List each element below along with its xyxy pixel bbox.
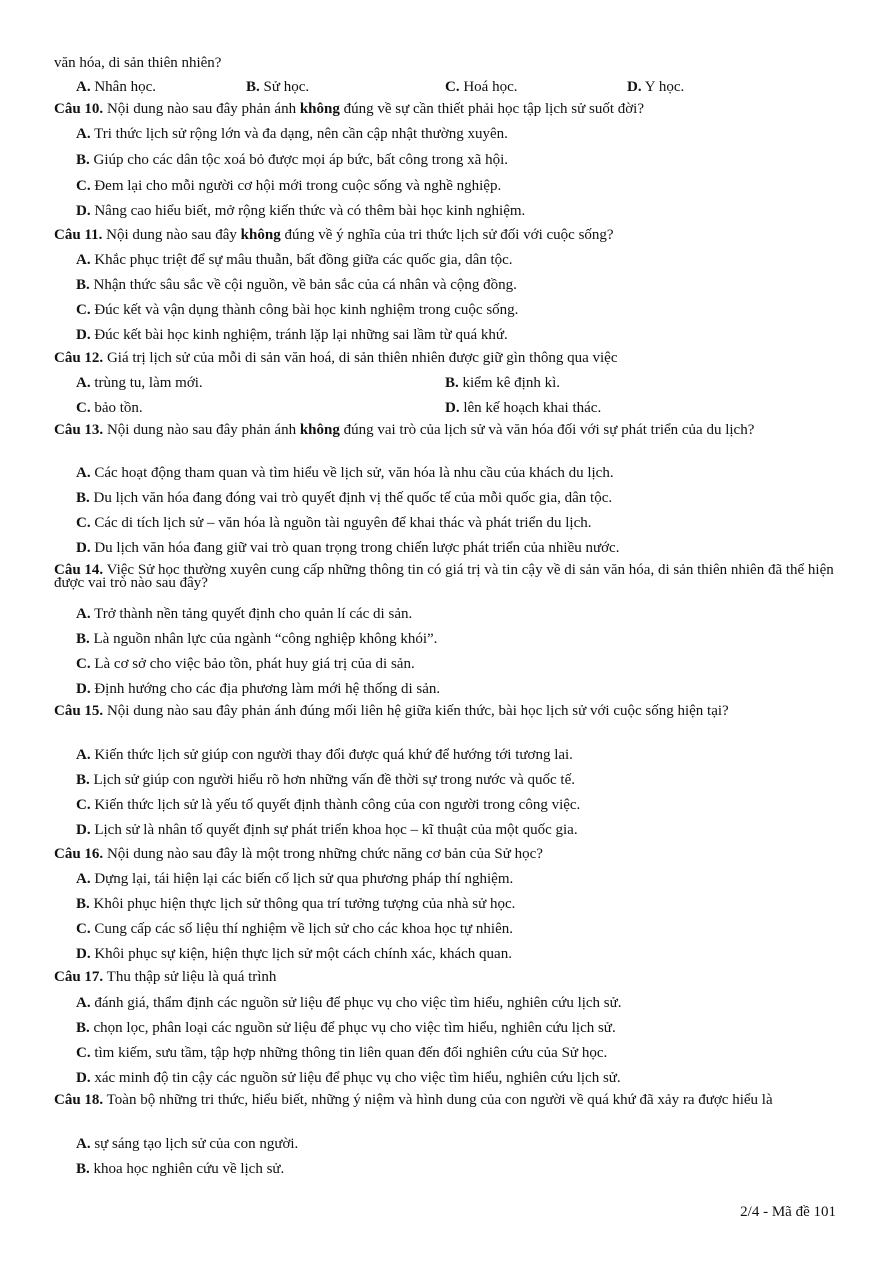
intro-option-d: [627, 79, 684, 96]
question-emphasis: không: [240, 227, 281, 243]
q12-option-b: [445, 375, 560, 392]
option-text: Đúc kết và vận dụng thành công bài học kinh nghiệm trong cuộc sống.: [90, 302, 519, 318]
option-text: Là nguồn nhân lực của ngành “công nghiệp không khói”.: [89, 631, 438, 647]
intro-text: văn hóa, di sản thiên nhiên?: [54, 55, 222, 71]
q16-option-c: [76, 921, 839, 938]
option-text: Dựng lại, tái hiện lại các biến cố lịch sử qua phương pháp thí nghiệm.: [90, 871, 514, 887]
q10-option-c: [76, 178, 839, 195]
intro-option-a: [76, 79, 156, 96]
option-label: A.: [76, 871, 91, 887]
q15-option-a: [76, 747, 839, 764]
question-10: [54, 101, 839, 118]
q16-option-b: [76, 896, 839, 913]
option-text: Kiến thức lịch sử giúp con người thay đổi được quá khứ để hướng tới tương lai.: [90, 747, 573, 763]
option-label: B.: [76, 1161, 90, 1177]
question-label: Câu 10.: [54, 101, 104, 117]
option-text: Tri thức lịch sử rộng lớn và đa dạng, nên cần cập nhật thường xuyên.: [90, 126, 508, 142]
question-emphasis: không: [299, 101, 340, 117]
q12-option-a: [76, 375, 203, 392]
option-text: Hoá học.: [459, 79, 518, 95]
option-text: Du lịch văn hóa đang đóng vai trò quyết định vị thế quốc tế của mỗi quốc gia, dân tộc.: [89, 490, 613, 506]
option-label: A.: [76, 252, 91, 268]
question-text: Việc Sử học thường xuyên cung cấp những thông tin có giá trị và tin cậy về di sản văn hóa, di sản thiên nhiên đã thể hiện được vai trò nào sau đây?: [54, 562, 834, 591]
option-text: Định hướng cho các địa phương làm mới hệ thống di sản.: [90, 681, 441, 697]
question-text: đúng vai trò của lịch sử và văn hóa đối với sự phát triển của du lịch?: [339, 422, 755, 438]
question-text: đúng về ý nghĩa của tri thức lịch sử đối với cuộc sống?: [280, 227, 614, 243]
question-emphasis: không: [299, 422, 340, 438]
option-text: Lịch sử là nhân tố quyết định sự phát triển khoa học – kĩ thuật của một quốc gia.: [90, 822, 578, 838]
q17-option-a: [76, 995, 839, 1012]
option-text: Trở thành nền tảng quyết định cho quản lí các di sản.: [90, 606, 413, 622]
q17-option-c: [76, 1045, 839, 1062]
q13-option-c: [76, 515, 839, 532]
option-text: Đúc kết bài học kinh nghiệm, tránh lặp lại những sai lầm từ quá khứ.: [90, 327, 508, 343]
question-text: Nội dung nào sau đây phản ánh đúng mối liên hệ giữa kiến thức, bài học lịch sử với cuộc sống hiện tại?: [103, 703, 729, 719]
option-text: chọn lọc, phân loại các nguồn sử liệu để phục vụ cho việc tìm hiểu, nghiên cứu lịch sử.: [89, 1020, 616, 1036]
q16-option-d: [76, 946, 839, 963]
question-12: [54, 350, 839, 367]
q10-option-a: [76, 126, 839, 143]
option-label: B.: [76, 896, 90, 912]
q14-option-b: [76, 631, 839, 648]
option-text: Du lịch văn hóa đang giữ vai trò quan trọng trong chiến lược phát triển của nhiều nước.: [90, 540, 620, 556]
option-label: A.: [76, 375, 91, 391]
question-13: [54, 424, 841, 437]
intro-option-c: [445, 79, 518, 96]
question-text: đúng về sự cần thiết phải học tập lịch sử suốt đời?: [339, 101, 644, 117]
option-label: C.: [76, 178, 91, 194]
option-label: B.: [76, 772, 90, 788]
question-text: Toàn bộ những tri thức, hiểu biết, những ý niệm và hình dung của con người về quá khứ đã xảy ra được hiểu là: [103, 1092, 773, 1108]
option-text: sự sáng tạo lịch sử của con người.: [90, 1136, 299, 1152]
option-label: A.: [76, 606, 91, 622]
option-text: Khôi phục hiện thực lịch sử thông qua trí tưởng tượng của nhà sử học.: [89, 896, 516, 912]
option-label: B.: [76, 631, 90, 647]
q13-option-d: [76, 540, 839, 557]
q16-option-a: [76, 871, 839, 888]
question-label: Câu 12.: [54, 350, 104, 366]
option-label: C.: [76, 1045, 91, 1061]
option-label: A.: [76, 995, 91, 1011]
option-label: B.: [445, 375, 459, 391]
option-text: Cung cấp các số liệu thí nghiệm về lịch sử cho các khoa học tự nhiên.: [90, 921, 513, 937]
q10-option-b: [76, 152, 839, 169]
option-label: D.: [76, 327, 91, 343]
question-label: Câu 13.: [54, 422, 104, 438]
option-label: D.: [76, 203, 91, 219]
option-label: A.: [76, 1136, 91, 1152]
question-16: [54, 846, 839, 863]
question-label: Câu 17.: [54, 969, 104, 985]
question-15: [54, 705, 841, 718]
option-label: A.: [76, 79, 91, 95]
q11-option-a: [76, 252, 839, 269]
question-17: [54, 969, 839, 986]
option-text: Các hoạt động tham quan và tìm hiểu về lịch sử, văn hóa là nhu cầu của khách du lịch.: [90, 465, 614, 481]
option-text: Đem lại cho mỗi người cơ hội mới trong cuộc sống và nghề nghiệp.: [90, 178, 502, 194]
option-text: Y học.: [641, 79, 685, 95]
q10-option-d: [76, 203, 839, 220]
option-label: D.: [627, 79, 642, 95]
q12-option-c: [76, 400, 143, 417]
q17-option-d: [76, 1070, 839, 1087]
q17-option-b: [76, 1020, 839, 1037]
option-label: C.: [76, 302, 91, 318]
option-text: đánh giá, thẩm định các nguồn sử liệu để phục vụ cho việc tìm hiểu, nghiên cứu lịch sử.: [90, 995, 622, 1011]
q13-option-b: [76, 490, 839, 507]
option-text: lên kế hoạch khai thác.: [459, 400, 602, 416]
question-18: [54, 1094, 841, 1107]
question-label: Câu 11.: [54, 227, 103, 243]
option-text: Sử học.: [259, 79, 310, 95]
option-label: D.: [445, 400, 460, 416]
option-label: C.: [76, 797, 91, 813]
q12-option-d: [445, 400, 601, 417]
question-label: Câu 18.: [54, 1092, 104, 1108]
q15-option-c: [76, 797, 839, 814]
option-label: B.: [76, 152, 90, 168]
option-text: Là cơ sở cho việc bảo tồn, phát huy giá trị của di sản.: [90, 656, 415, 672]
q14-option-a: [76, 606, 839, 623]
option-label: A.: [76, 126, 91, 142]
option-label: B.: [76, 277, 90, 293]
option-label: B.: [246, 79, 260, 95]
option-text: trùng tu, làm mới.: [90, 375, 203, 391]
intro-option-b: [246, 79, 309, 96]
question-14: [54, 564, 841, 590]
question-text: Nội dung nào sau đây là một trong những chức năng cơ bản của Sử học?: [103, 846, 543, 862]
option-label: B.: [76, 490, 90, 506]
option-text: Khắc phục triệt để sự mâu thuẫn, bất đồng giữa các quốc gia, dân tộc.: [90, 252, 513, 268]
option-text: Các di tích lịch sử – văn hóa là nguồn tài nguyên để khai thác và phát triển du lịch.: [90, 515, 592, 531]
q15-option-d: [76, 822, 839, 839]
option-label: A.: [76, 465, 91, 481]
question-text: Thu thập sử liệu là quá trình: [103, 969, 277, 985]
q11-option-b: [76, 277, 839, 294]
q11-option-c: [76, 302, 839, 319]
question-text: Nội dung nào sau đây phản ánh: [103, 101, 300, 117]
option-label: C.: [76, 656, 91, 672]
question-label: Câu 14.: [54, 562, 104, 578]
option-text: tìm kiếm, sưu tầm, tập hợp những thông tin liên quan đến đối nghiên cứu của Sử học.: [90, 1045, 608, 1061]
q18-option-a: [76, 1136, 839, 1153]
q14-option-c: [76, 656, 839, 673]
option-text: khoa học nghiên cứu về lịch sử.: [89, 1161, 285, 1177]
question-11: [54, 227, 839, 244]
question-text: Nội dung nào sau đây phản ánh: [103, 422, 300, 438]
question-text: Nội dung nào sau đây: [102, 227, 241, 243]
option-text: kiểm kê định kì.: [458, 375, 561, 391]
option-label: A.: [76, 747, 91, 763]
option-text: Nâng cao hiểu biết, mở rộng kiến thức và có thêm bài học kinh nghiệm.: [90, 203, 526, 219]
option-label: C.: [76, 921, 91, 937]
option-label: D.: [76, 1070, 91, 1086]
question-label: Câu 16.: [54, 846, 104, 862]
option-text: Nhận thức sâu sắc về cội nguồn, về bản sắc của cá nhân và cộng đồng.: [89, 277, 517, 293]
option-text: bảo tồn.: [90, 400, 143, 416]
option-label: C.: [76, 400, 91, 416]
option-label: D.: [76, 822, 91, 838]
option-text: Giúp cho các dân tộc xoá bỏ được mọi áp bức, bất công trong xã hội.: [89, 152, 509, 168]
q14-option-d: [76, 681, 839, 698]
q18-option-b: [76, 1161, 839, 1178]
option-label: C.: [76, 515, 91, 531]
page-footer: 2/4 - Mã đề 101: [740, 1204, 836, 1220]
option-label: D.: [76, 540, 91, 556]
option-text: Nhân học.: [90, 79, 156, 95]
question-text: Giá trị lịch sử của mỗi di sản văn hoá, di sản thiên nhiên được giữ gìn thông qua việc: [103, 350, 618, 366]
option-text: Khôi phục sự kiện, hiện thực lịch sử một cách chính xác, khách quan.: [90, 946, 512, 962]
question-label: Câu 15.: [54, 703, 104, 719]
option-text: Kiến thức lịch sử là yếu tố quyết định thành công của con người trong công việc.: [90, 797, 581, 813]
option-label: D.: [76, 946, 91, 962]
option-text: Lịch sử giúp con người hiểu rõ hơn những vấn đề thời sự trong nước và quốc tế.: [89, 772, 575, 788]
q13-option-a: [76, 465, 839, 482]
q15-option-b: [76, 772, 839, 789]
q11-option-d: [76, 327, 839, 344]
option-label: D.: [76, 681, 91, 697]
option-label: B.: [76, 1020, 90, 1036]
option-text: xác minh độ tin cậy các nguồn sử liệu để phục vụ cho việc tìm hiểu, nghiên cứu lịch sử.: [90, 1070, 621, 1086]
option-label: C.: [445, 79, 460, 95]
